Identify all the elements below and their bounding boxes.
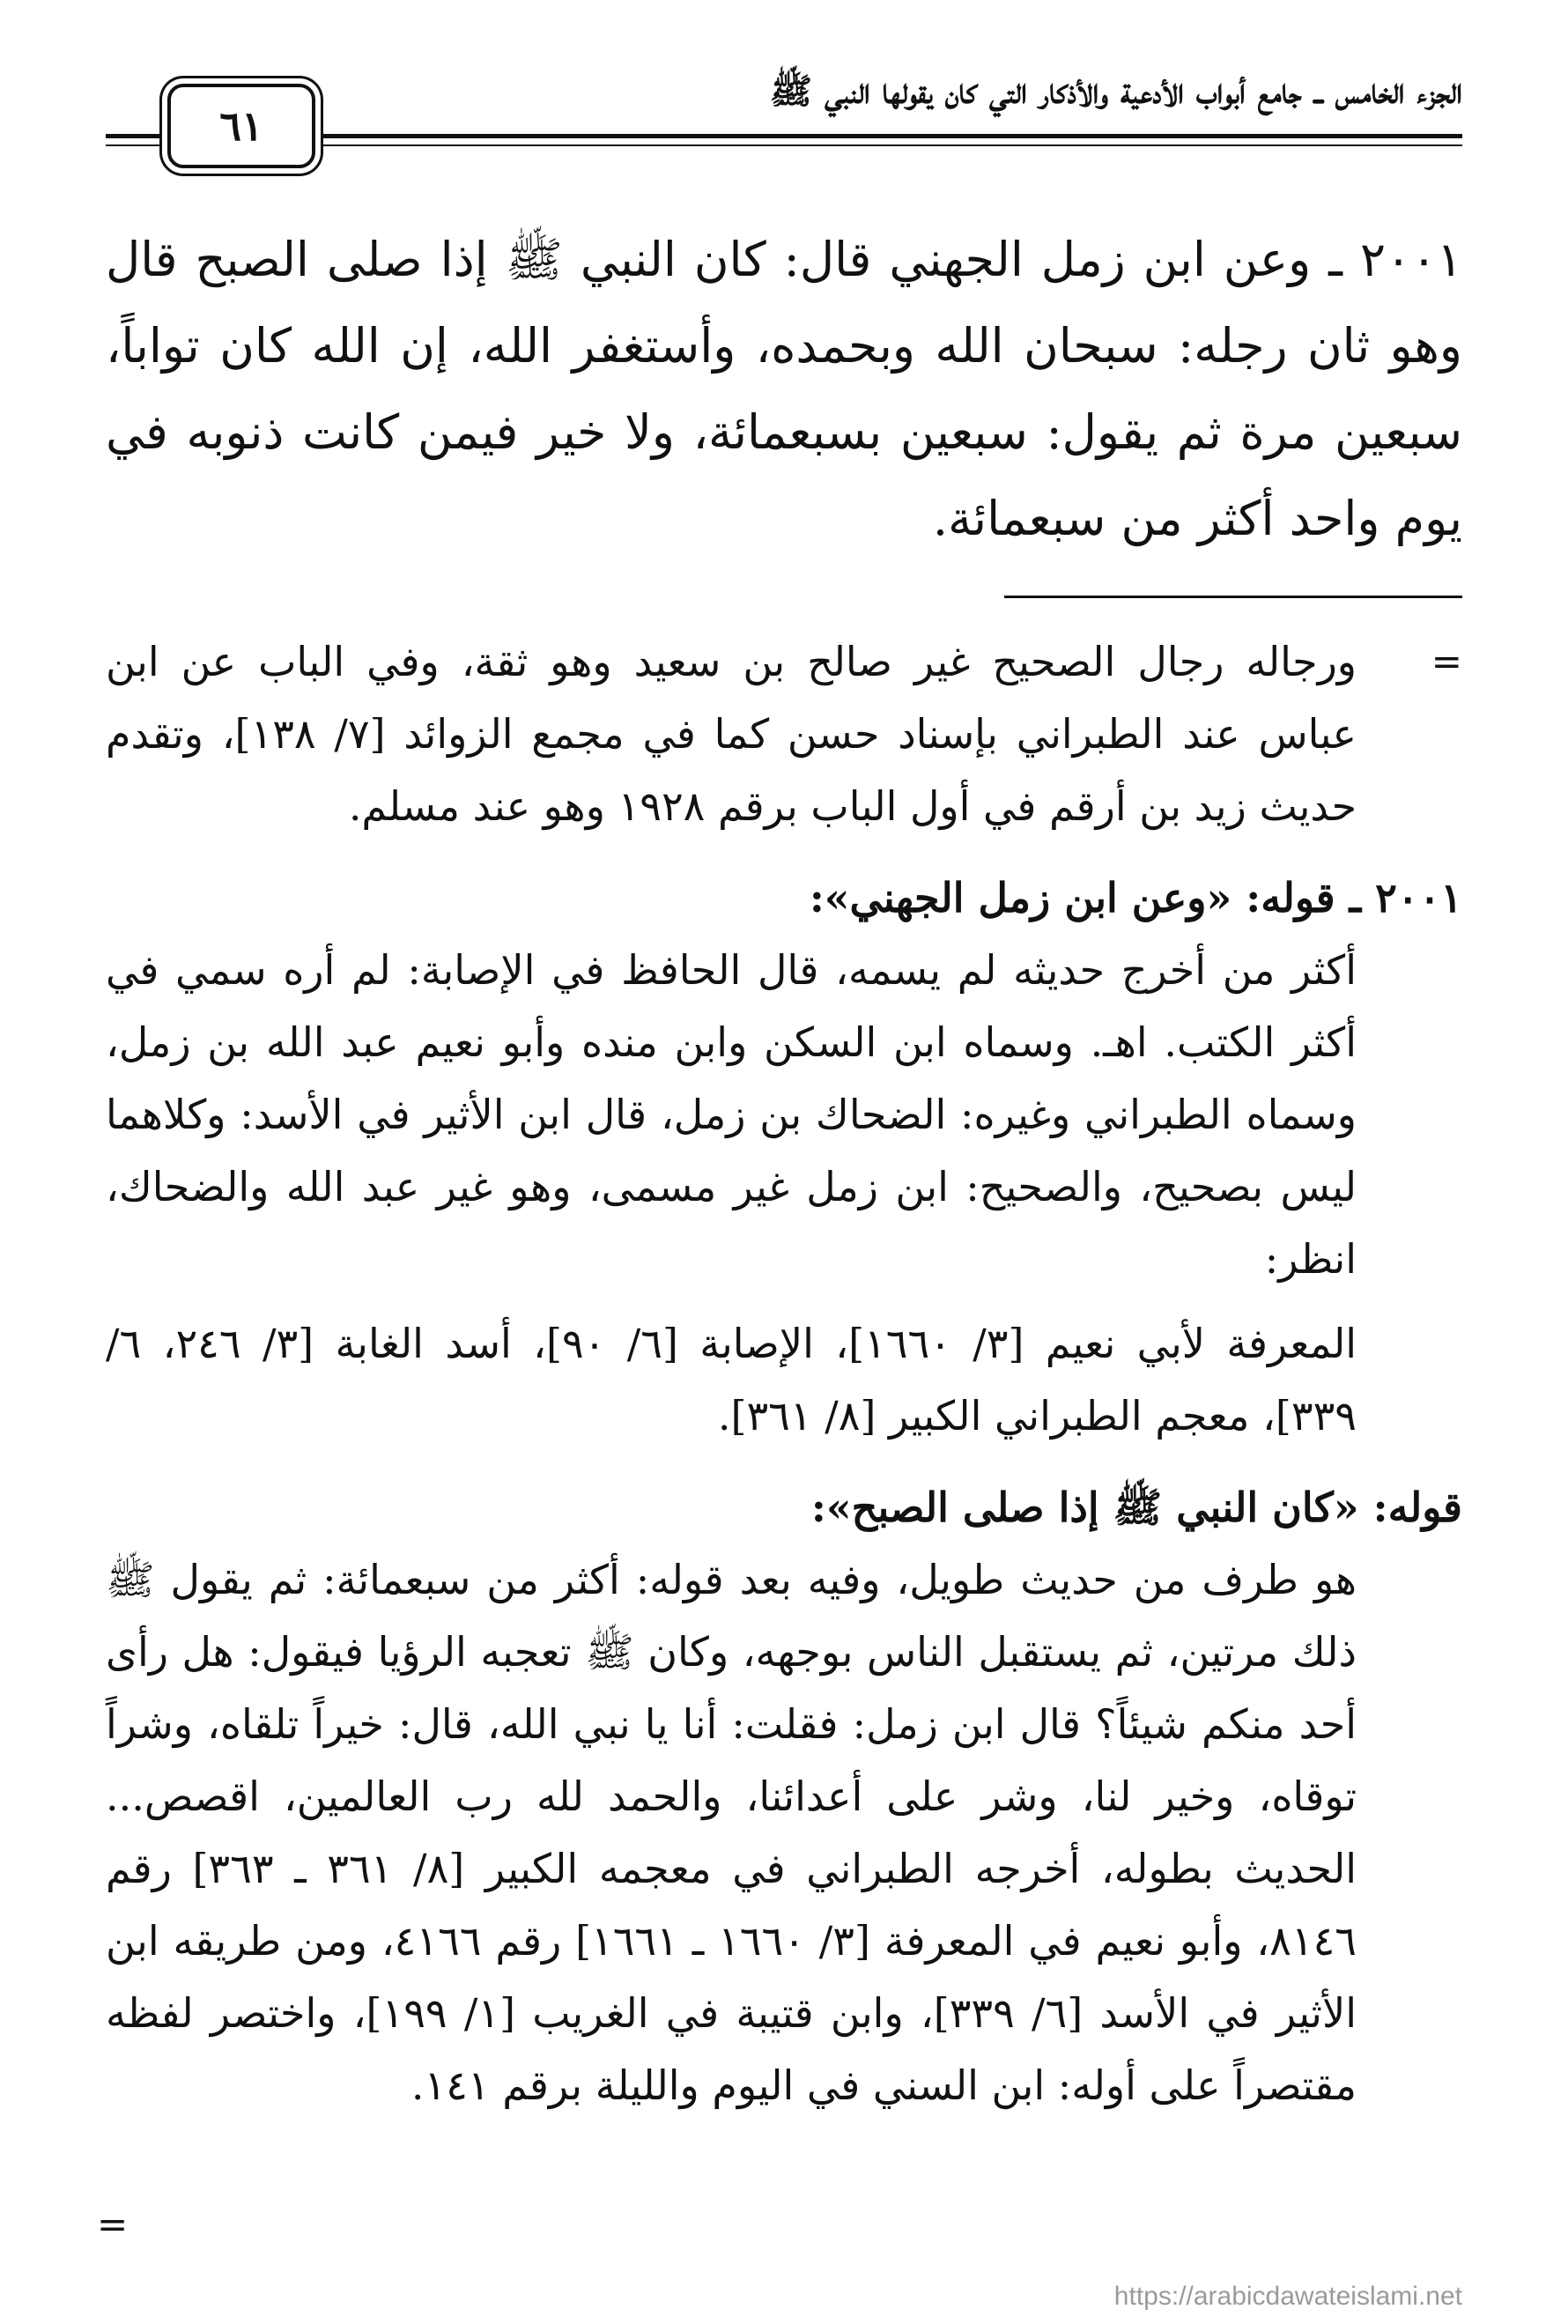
watermark: https://arabicdawateislami.net (1113, 2282, 1462, 2311)
references-paragraph: المعرفة لأبي نعيم [٣/ ١٦٦٠]، الإصابة [٦/ ٩٠]، أسد الغابة [٣/ ٢٤٦، ٦/ ٣٣٩]، معجم الطبراني الكبير [٨/ ٣٦١]. (106, 1320, 1357, 1440)
commentary-heading-2: قوله: «كان النبي ﷺ إذا صلى الصبح»: (810, 1484, 1462, 1531)
page-number: ٦١ (219, 102, 263, 150)
commentary-heading-1: ٢٠٠١ ـ قوله: «وعن ابن زمل الجهني»: (809, 874, 1462, 921)
running-title: الجزء الخامس ــ جامع أبواب الأدعية والأذكار التي كان يقولها النبي ﷺ (769, 70, 1462, 112)
footnote-divider (1004, 596, 1462, 598)
hadith-text: ٢٠٠١ ـ وعن ابن زمل الجهني قال: كان النبي ﷺ إذا صلى الصبح قال وهو ثان رجله: سبحان الله وبحمده، وأستغفر الله، إن الله كان تواباً، سبعين مرة ثم يقول: سبعين بسبعمائة، ولا خير فيمن كانت ذنوبه في يوم واحد أكثر من سبعمائة. (106, 232, 1462, 546)
commentary-paragraph: هو طرف من حديث طويل، وفيه بعد قوله: أكثر من سبعمائة: ثم يقول ﷺ ذلك مرتين، ثم يستقبل الناس بوجهه، وكان ﷺ تعجبه الرؤيا فيقول: هل رأى أحد منكم شيئاً؟ قال ابن زمل: فقلت: أنا يا نبي الله، قال: خيراً تلقاه، وشراً توقاه، وخير لنا، وشر على أعدائنا، والحمد لله رب العالمين، اقصص... الحديث بطوله، أخرجه الطبراني في معجمه الكبير [٨/ ٣٦١ ـ ٣٦٣] رقم ٨١٤٦، وأبو نعيم في المعرفة [٣/ ١٦٦٠ ـ ١٦٦١] رقم ٤١٦٦، ومن طريقه ابن الأثير في الأسد [٦/ ٣٣٩]، وابن قتيبة في الغريب [١/ ١٩٩]، واختصر لفظه مقتصراً على أوله: ابن السني في اليوم والليلة برقم ١٤١. (106, 1556, 1357, 2109)
commentary-paragraph: أكثر من أخرج حديثه لم يسمه، قال الحافظ في الإصابة: لم أره سمي في أكثر الكتب. اهـ. وسماه ابن السكن وابن منده وأبو نعيم عبد الله بن زمل، وسماه الطبراني وغيره: الضحاك بن زمل، قال ابن الأثير في الأسد: وكلاهما ليس بصحيح، والصحيح: ابن زمل غير مسمى، وهو غير عبد الله والضحاك، انظر: (106, 946, 1357, 1283)
notes-section (106, 625, 1462, 2121)
page-number-box (167, 84, 315, 168)
footnote-text: ورجاله رجال الصحيح غير صالح بن سعيد وهو ثقة، وفي الباب عن ابن عباس عند الطبراني بإسناد حسن كما في مجمع الزوائد [٧/ ١٣٨]، وتقدم حديث زيد بن أرقم في أول الباب برقم ١٩٢٨ وهو عند مسلم. (106, 638, 1357, 830)
footnote-paragraph (106, 625, 1462, 842)
end-continuation-mark: = (97, 2202, 129, 2246)
continuation-mark: = (1431, 640, 1462, 683)
